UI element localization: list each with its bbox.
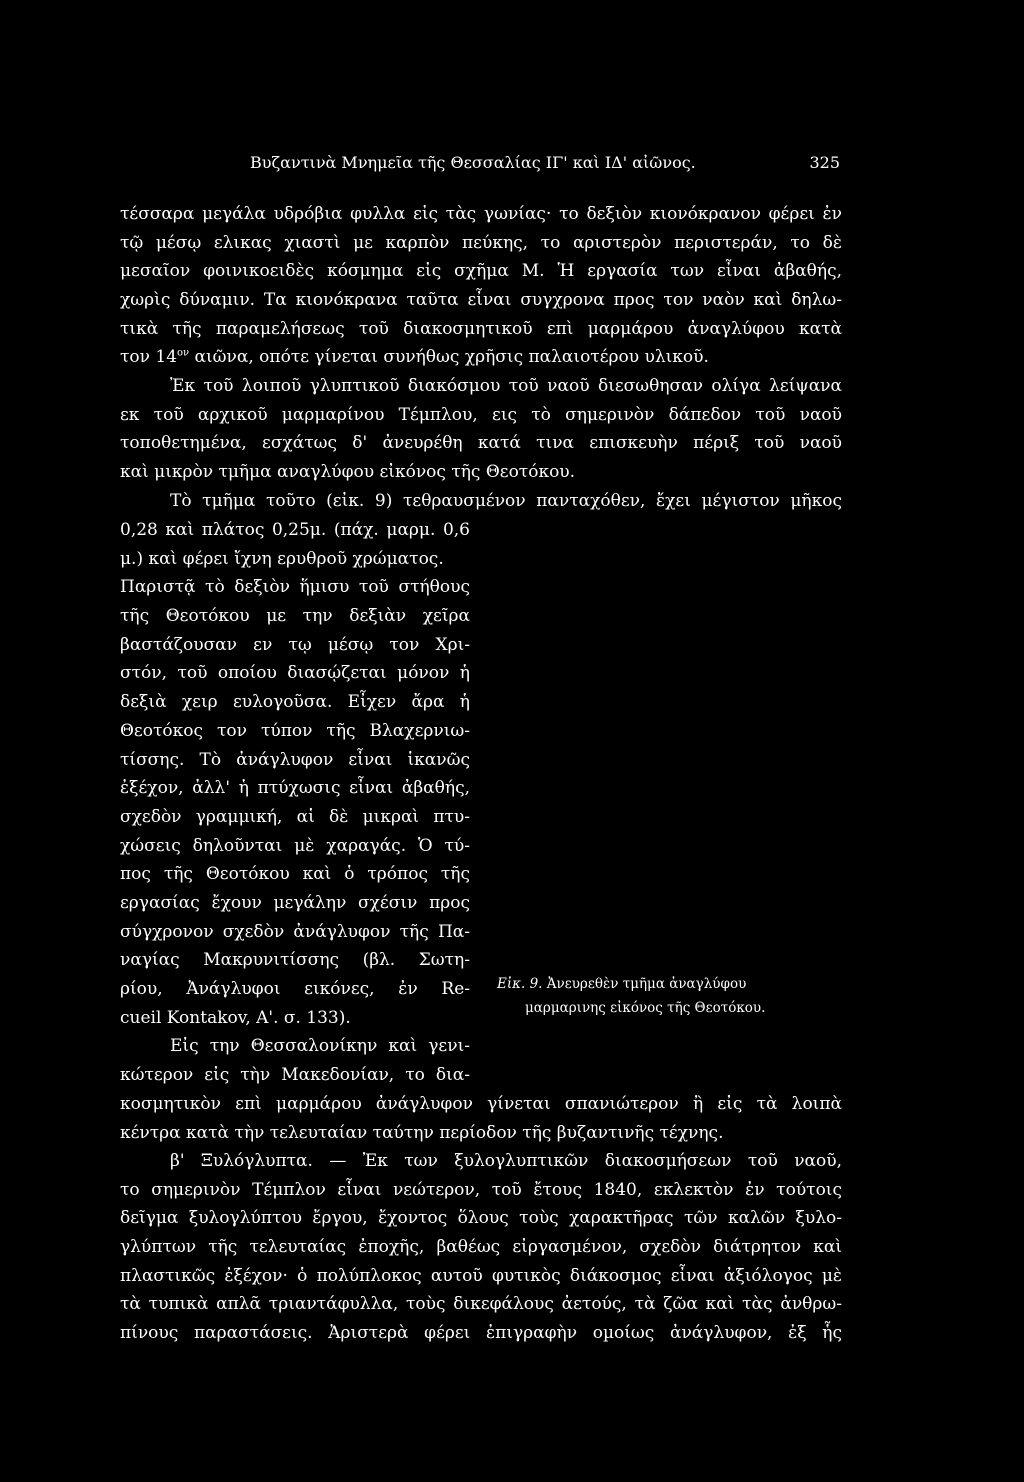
text-line: πλαστικῶς ἐξέχον· ὁ πολύπλοκος αυτοῦ φυτικὸς διάκοσμος εἶναι ἀξιόλογος μὲ <box>120 1265 842 1286</box>
text-line: σύγχρονον σχεδὸν ἀνάγλυφον τῆς Πα- <box>120 921 470 942</box>
text-line: τοποθετημένα, εσχάτως δ' ἀνευρέθη κατά τινα επισκευὴν πέριξ τοῦ ναοῦ <box>120 433 842 454</box>
superscript: ον <box>177 347 190 359</box>
text-line: χωρὶς δύναμιν. Τα κιονόκρανα ταῦτα εἶναι συγχρονα προς τον ναὸν καὶ δηλω- <box>120 290 842 311</box>
text-line: Θεοτόκος τον τύπον τῆς Βλαχερνιω- <box>120 720 470 741</box>
text-line: εργασίας ἔχουν μεγάλην σχέσιν προς <box>120 892 470 913</box>
text-line: τῷ μέσῳ ελικας χιαστὶ με καρπὸν πεύκης, το αριστερὸν περιστεράν, το δὲ <box>120 232 842 253</box>
text-line: cueil Kontakov, Α'. σ. 133). <box>120 1007 351 1028</box>
text-line: Ἐκ τοῦ λοιποῦ γλυπτικοῦ διακόσμου τοῦ ναοῦ διεσωθησαν ολίγα λείψανα <box>170 376 842 396</box>
paragraph-decoration <box>120 1090 842 1147</box>
text-line: ρίου, Ἀνάγλυφοι εικόνες, ἐν Re- <box>120 979 470 999</box>
paragraph-sculpture <box>120 372 842 515</box>
running-header <box>250 153 840 181</box>
page-number: 325 <box>809 153 840 172</box>
text-line: 0,28 καὶ πλάτος 0,25μ. (πάχ. μαρμ. 0,6 <box>120 520 470 540</box>
paragraph-woodcarving <box>120 1147 842 1348</box>
text-line: Παριστᾷ τὸ δεξιὸν ἥμισυ τοῦ στήθους <box>120 577 470 598</box>
text-fragment: τον 14 <box>120 347 178 368</box>
text-line: κοσμητικὸν επὶ μαρμάρου ἀνάγλυφον γίνεται σπανιώτερον ἢ εἰς τὰ λοιπὰ <box>120 1094 842 1114</box>
text-line: β' Ξυλόγλυπτα. — Ἐκ των ξυλογλυπτικῶν διακοσμήσεων τοῦ ναοῦ, <box>170 1151 842 1171</box>
text-line: τίσσης. Τὸ ἀνάγλυφον εἶναι ἱκανῶς <box>120 749 470 770</box>
text-line: τέσσαρα μεγάλα υδρόβια φυλλα εἰς τὰς γωνίας· το δεξιὸν κιονόκρανον φέρει ἐν <box>120 204 842 224</box>
text-line: βαστάζουσαν εν τῳ μέσῳ τον Χρι- <box>120 634 470 655</box>
caption-line <box>497 972 842 996</box>
text-line: το σημερινὸν Τέμπλον εἶναι νεώτερον, τοῦ ἔτους 1840, εκλεκτὸν ἐν τούτοις <box>120 1179 842 1200</box>
text-line: χώσεις δηλοῦνται μὲ χαραγάς. Ὁ τύ- <box>120 835 470 856</box>
text-line: δεξιὰ χειρ ευλογοῦσα. Εἶχεν ἄρα ἡ <box>120 692 470 713</box>
text-line: τῆς Θεοτόκου με την δεξιὰν χεῖρα <box>120 606 470 627</box>
text-line: κέντρα κατὰ τὴν τελευταίαν ταύτην περίοδον τῆς βυζαντινῆς τέχνης. <box>120 1122 724 1143</box>
caption-text: μαρμαρινης εἰκόνος τῆς Θεοτόκου. <box>525 1000 766 1016</box>
text-line: καὶ μικρὸν τμῆμα αναγλύφου εἰκόνος τῆς Θεοτόκου. <box>120 462 576 483</box>
text-line: Τὸ τμῆμα τοῦτο (εἰκ. 9) τεθραυσμένον πανταχόθεν, ἔχει μέγιστον μῆκος <box>170 490 842 511</box>
text-line: πος τῆς Θεοτόκου καὶ ὁ τρόπος τῆς <box>120 864 470 885</box>
text-line: τὰ τυπικὰ απλᾶ τριαντάφυλλα, τοὺς δικεφάλους ἀετούς, τὰ ζῶα καὶ τὰς ἀνθρω- <box>120 1294 842 1315</box>
text-line: στόν, τοῦ οποίου διασῴζεται μόνον ἡ <box>120 663 470 684</box>
text-line: εκ τοῦ αρχικοῦ μαρμαρίνου Τέμπλου, εις τὸ σημερινὸν δάπεδον τοῦ ναοῦ <box>120 404 842 425</box>
caption-text: Ἀνευρεθὲν τμῆμα ἀναγλύφου <box>546 976 747 992</box>
text-fragment: αιῶνα, οπότε γίνεται συνήθως χρῆσις παλαιοτέρου υλικοῦ. <box>189 347 709 368</box>
text-line: ἐξέχον, ἀλλ' ἡ πτύχωσις εἶναι ἀβαθής, <box>120 778 470 799</box>
text-line: Εἰς την Θεσσαλονίκην καὶ γενι- <box>170 1036 470 1057</box>
text-line <box>120 343 842 372</box>
paragraph-capitals <box>120 200 842 372</box>
text-line: μ.) καὶ φέρει ἴχνη ερυθροῦ χρώματος. <box>120 548 444 569</box>
figure-label: Εἰκ. 9. <box>497 976 543 992</box>
text-line: σχεδὸν γραμμική, αἱ δὲ μικραὶ πτυ- <box>120 806 470 827</box>
text-line: δεῖγμα ξυλογλύπτου ἔργου, ἔχοντος ὅλους τοὺς χαρακτῆρας τῶν καλῶν ξυλο- <box>120 1208 842 1229</box>
text-line: τικὰ τῆς παραμελήσεως τοῦ διακοσμητικοῦ επὶ μαρμάρου ἀναγλύφου κατὰ <box>120 318 842 339</box>
text-line: ναγίας Μακρυνιτίσσης (βλ. Σωτη- <box>120 950 470 971</box>
running-title: Βυζαντινὰ Μνημεῖα τῆς Θεσσαλίας ΙΓ' καὶ ΙΔ' αἰῶνος. <box>250 153 696 172</box>
text-line: γλύπτων τῆς τελευταίας ἐποχῆς, βαθέως εἰργασμένον, σχεδὸν διάτρητον καὶ <box>120 1237 842 1258</box>
text-line: μεσαῖον φοινικοειδὲς κόσμημα εἰς σχῆμα Μ. Ἡ εργασία των εἶναι ἀβαθής, <box>120 261 842 282</box>
figure-caption <box>497 972 842 1020</box>
text-line: κώτερον εἰς τὴν Μακεδονίαν, το δια- <box>120 1065 470 1086</box>
text-line: πίνους παραστάσεις. Ἀριστερὰ φέρει ἐπιγραφὴν οµοίως ἀνάγλυφον, ἐξ ἧς <box>120 1323 842 1344</box>
paragraph-narrow-column <box>120 516 470 1090</box>
